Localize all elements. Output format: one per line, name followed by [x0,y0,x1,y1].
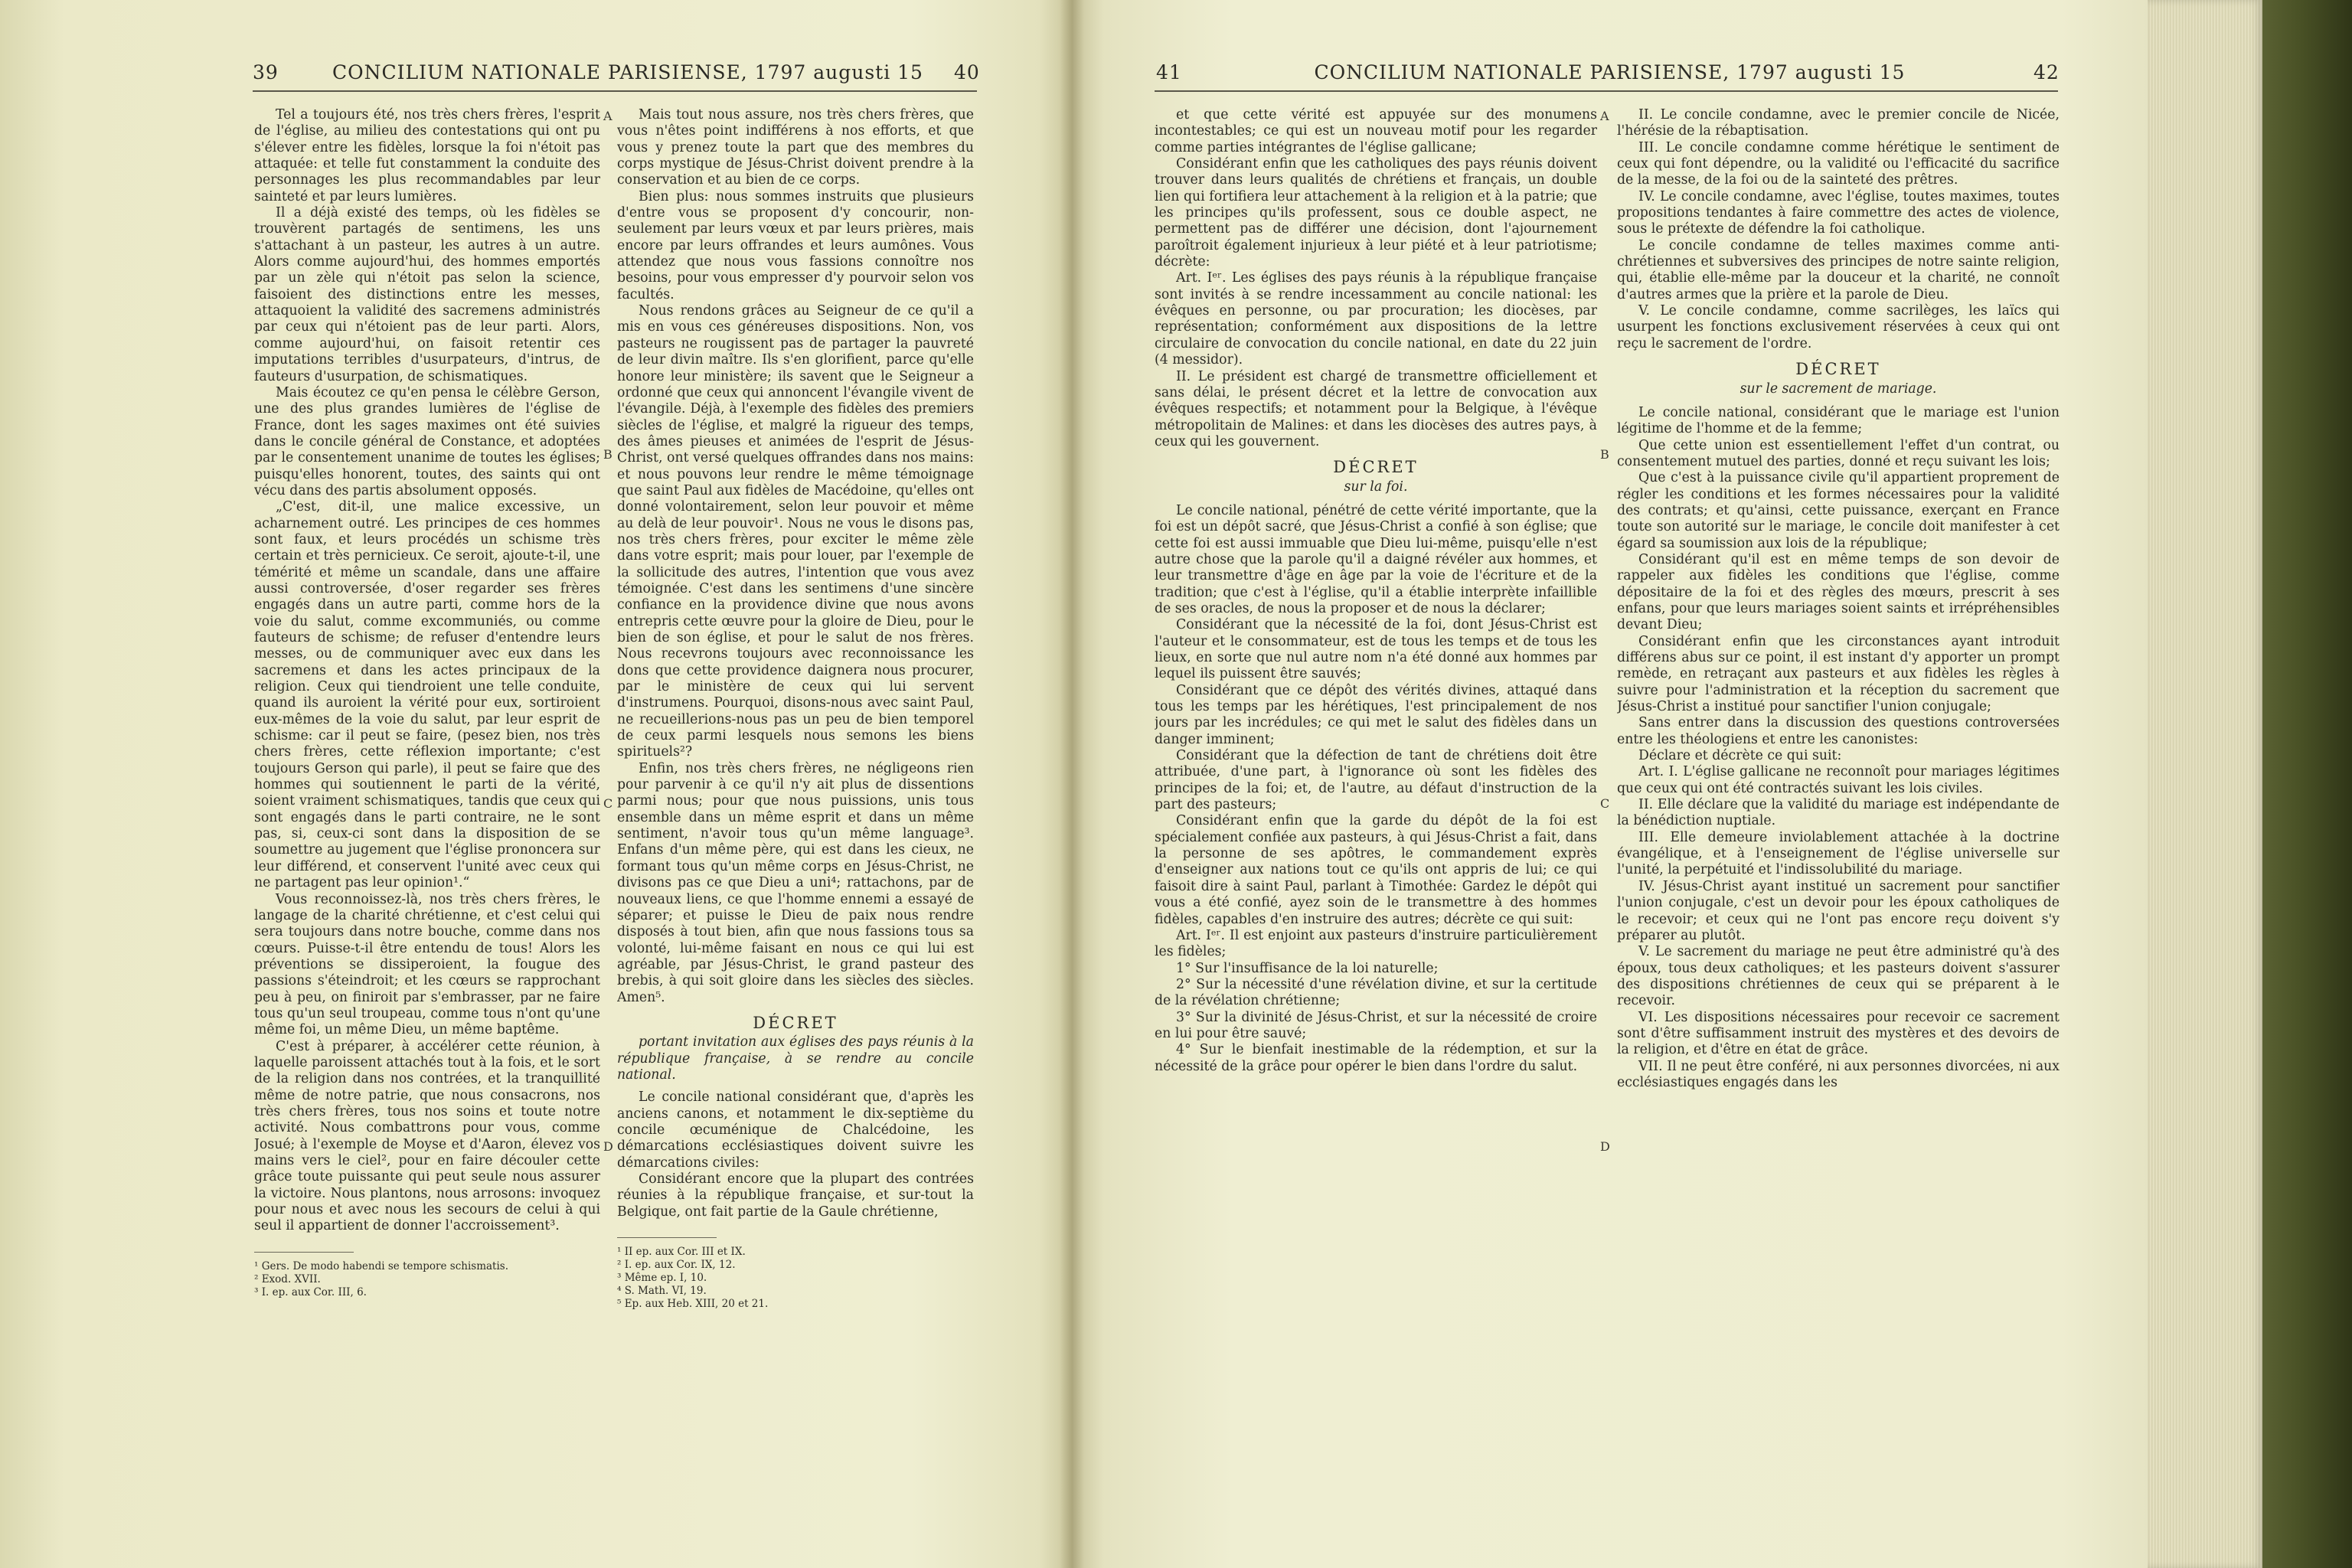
paragraph: III. Le concile condamne comme hérétique le sentiment de ceux qui font dépendre, ou la validité ou l'efficacité du sacrifice de la messe, de la foi ou de la sainteté des prêtres. [1617,139,2060,188]
paragraph: Mais écoutez ce qu'en pensa le célèbre Gerson, une des plus grandes lumières de l'église de France, dont les sages maximes ont été suivies dans le concile général de Constance, et adoptées par le consentement unanime de toutes les églises; puisqu'elles honorent, toutes, des saints qui ont vécu dans des partis absolument opposés. [254,384,600,498]
decree-heading: DÉCRET [1333,458,1419,477]
page-edges [2148,0,2262,1568]
paragraph: V. Le concile condamne, comme sacrilèges, les laïcs qui usurpent les fonctions exclusivement réservées à ceux qui ont reçu le sacrement de l'ordre. [1617,303,2060,351]
page-number-42: 42 [2034,61,2060,83]
decree-subtitle: sur la foi. [1344,479,1408,495]
paragraph: Il a déjà existé des temps, où les fidèles se trouvèrent partagés de sentimens, les uns s'attachant à un pasteur, les autres à un autre. Alors comme aujourd'hui, des hommes emportés par un zèle qui n'étoit pas selon la science, faisoient des distinctions entre les messes, attaquoient la validité des sacremens administrés par ceux qui n'étoient pas de leur parti. Alors, comme aujourd'hui, on faisoit retentir ces imputations terribles d'usurpateurs, d'intrus, de fauteurs d'usurpation, de schismatiques. [254,205,600,384]
left-page-header [0,61,1072,87]
paragraph: Le concile national, pénétré de cette vérité importante, que la foi est un dépôt sacré, que Jésus-Christ a confié à son église; que cette foi est aussi immuable que Dieu lui-même, puisqu'elle n'est autre chose que la parole qu'il a daigné révéler aux hommes, et leur transmettre d'âge en âge par la voie de l'écriture et de la tradition; que c'est à l'église, qu'il a établie interprète infaillible de ses oracles, de nous la proposer et de nous la déclarer; [1155,502,1597,616]
paragraph: „C'est, dit-il, une malice excessive, un acharnement outré. Les principes de ces hommes sont faux, et leurs procédés un schisme très certain et très pernicieux. Ce seroit, ajoute-t-il, une témérité et même un scandale, dans une affaire aussi controversée, d'oser regarder ses frères engagés dans un autre parti, comme hors de la voie du salut, comme excommuniés, ou comme fauteurs de schisme; de refuser d'entendre leurs messes, ou de communiquer avec eux dans les sacremens et dans les actes principaux de la religion. Ceux qui tiendroient une telle conduite, quand ils auroient la vérité pour eux, sortiroient eux-mêmes de la voie du salut, par leur esprit de schisme: car il peut se faire, (pesez bien, nos très chers frères, cette réflexion importante; c'est toujours Gerson qui parle), il peut se faire que des hommes qui soutiennent le parti de la vérité, soient vraiment schismatiques, tandis que ceux qui sont engagés dans le parti contraire, ne le sont pas, si, ceux-ci sont dans la disposition de se soumettre au jugement que l'église prononcera sur leur différend, et conservent l'unité avec ceux qui ne partagent pas leur opinion¹.“ [254,499,600,891]
footnotes [617,1237,769,1311]
paragraph: Vous reconnoissez-là, nos très chers frères, le langage de la charité chrétienne, et c'est celui qui sera toujours dans notre bouche, comme dans nos cœurs. Puisse-t-il être entendu de tous! Alors les préventions se dissiperoient, la fougue des passions s'éteindroit; et les cœurs se rapprochant peu à peu, on finiroit par s'embrasser, par ne faire tous qu'un seul troupeau, comme tous n'ont qu'une même foi, un même Dieu, un même baptême. [254,891,600,1038]
page-number-41: 41 [1156,61,1182,83]
paragraph: Considérant que la défection de tant de chrétiens doit être attribuée, d'une part, à l'ignorance où sont les fidèles des principes de la foi; et, de l'autre, au défaut d'instruction de la part des pasteurs; [1155,748,1597,813]
decree-heading: DÉCRET [753,1013,838,1032]
paragraph: II. Le président est chargé de transmettre officiellement et sans délai, le présent décret et la lettre de convocation aux évêques respectifs; et notamment pour la Belgique, à l'évêque métropolitain de Malines: et dans les diocèses des autres pays, à ceux qui les gouvernent. [1155,368,1597,449]
paragraph: Considérant qu'il est en même temps de son devoir de rappeler aux fidèles les conditions que l'église, comme dépositaire de la foi et des règles des mœurs, prescrit à ses enfans, pour que leurs mariages soient saints et irrépréhensibles devant Dieu; [1617,551,2060,633]
running-title: CONCILIUM NATIONALE PARISIENSE, 1797 augusti 15 [1314,61,1906,83]
paragraph: Tel a toujours été, nos très chers frères, l'esprit de l'église, au milieu des contestations qui ont pu s'élever entre les fidèles, lorsque la foi n'étoit pas attaquée: et telle fut constamment la conduite des personnages les plus recommandables par leur sainteté et par leurs lumières. [254,107,600,204]
book-cover-edge [2262,0,2352,1568]
paragraph: C'est à préparer, à accélérer cette réunion, à laquelle paroissent attachés tout à la fois, et le sort de la religion dans nos contrées, et la tranquillité même de notre patrie, que nous consacrons, nos très chers frères, tous nos soins et toute notre activité. Nous combattrons pour vous, comme Josué; à l'exemple de Moyse et d'Aaron, élevez vos mains vers le ciel², pour en faire découler cette grâce toute puissante qui peut seule nous assurer la victoire. Nous plantons, nous arrosons: invoquez pour nous et avec nous les secours de celui à qui seul il appartient de donner l'accroissement³. [254,1038,600,1234]
margin-letter-d: D [1600,1139,1610,1154]
footnote: ⁵ Ep. aux Heb. XIII, 20 et 21. [617,1298,769,1311]
header-rule [253,90,977,92]
running-title: CONCILIUM NATIONALE PARISIENSE, 1797 augusti 15 [332,61,923,83]
footnote: ¹ Gers. De modo habendi se tempore schismatis. [254,1259,509,1272]
paragraph: II. Elle déclare que la validité du mariage est indépendante de la bénédiction nuptiale. [1617,797,2060,829]
margin-letter-a: A [603,109,612,123]
paragraph: Que c'est à la puissance civile qu'il appartient proprement de régler les conditions et les formes nécessaires pour la validité des contrats; et qu'ainsi, cette puissance, exerçant en France toute son autorité sur le mariage, le concile doit manifester à cet égard sa soumission aux lois de la république; [1617,470,2060,551]
paragraph: Bien plus: nous sommes instruits que plusieurs d'entre vous se proposent d'y concourir, non-seulement par leurs vœux et par leurs prières, mais encore par leurs offrandes et leurs aumônes. Vous attendez que nous vous fassions connoître nos besoins, pour vous empresser d'y pourvoir selon vos facultés. [617,188,974,302]
paragraph: VII. Il ne peut être conféré, ni aux personnes divorcées, ni aux ecclésiastiques engagés dans les [1617,1058,2060,1090]
footnote: ² Exod. XVII. [254,1272,321,1285]
paragraph: Le concile condamne de telles maximes comme anti-chrétiennes et subversives des principes de notre sainte religion, qui, établie elle-même par la douceur et la charité, ne connoît d'autres armes que la prière et la parole de Dieu. [1617,237,2060,302]
footnote: ³ I. ep. aux Cor. III, 6. [254,1285,367,1298]
margin-letter-c: C [1600,796,1610,811]
decree-subtitle: sur le sacrement de mariage. [1740,381,1937,397]
paragraph: Le concile national, considérant que le mariage est l'union légitime de l'homme et de la femme; [1617,404,2060,437]
decree-heading: DÉCRET [1795,360,1881,379]
left-column-2 [617,107,974,1501]
paragraph: VI. Les dispositions nécessaires pour recevoir ce sacrement sont d'être suffisamment instruit des mystères et des devoirs de la religion, et d'être en état de grâce. [1617,1009,2060,1058]
margin-letter-c: C [603,796,613,811]
paragraph: Considérant que la nécessité de la foi, dont Jésus-Christ est l'auteur et le consommateur, est de tous les temps et de tous les lieux, en sorte que nul autre nom n'a été donné aux hommes par lequel ils puissent être sauvés; [1155,617,1597,682]
paragraph: 4° Sur le bienfait inestimable de la rédemption, et sur la nécessité de la grâce pour opérer le bien dans l'ordre du salut. [1155,1042,1597,1074]
paragraph: 2° Sur la nécessité d'une révélation divine, et sur la certitude de la révélation chrétienne; [1155,976,1597,1009]
paragraph: III. Elle demeure inviolablement attachée à la doctrine évangélique, et à l'enseignement de l'église universelle sur l'unité, la perpétuité et l'indissolubilité du mariage. [1617,829,2060,878]
margin-letter-a: A [1600,109,1609,123]
book-gutter [1060,0,1084,1568]
right-column-2 [1617,107,2060,1501]
page-number-39: 39 [253,61,279,83]
right-page [1072,0,2148,1568]
paragraph: Sans entrer dans la discussion des questions controversées entre les théologiens et entre les canonistes: [1617,715,2060,747]
paragraph: 3° Sur la divinité de Jésus-Christ, et sur la nécessité de croire en lui pour être sauvé; [1155,1009,1597,1041]
footnotes [254,1252,509,1299]
right-column-1 [1155,107,1597,1501]
paragraph: Que cette union est essentiellement l'effet d'un contrat, ou consentement mutuel des parties, donné et reçu suivant les lois; [1617,437,2060,469]
margin-letter-d: D [603,1139,613,1154]
paragraph: Considérant encore que la plupart des contrées réunies à la république française, et sur-tout la Belgique, ont fait partie de la Gaule chrétienne, [617,1171,974,1220]
paragraph: Considérant que ce dépôt des vérités divines, attaqué dans tous les temps par les hérétiques, l'est principalement de nos jours par les incrédules; ce qui met le salut des fidèles dans un danger imminent; [1155,682,1597,747]
footnote: ² I. ep. aux Cor. IX, 12. [617,1259,736,1272]
page-number-40: 40 [954,61,980,83]
header-rule [1155,90,2058,92]
paragraph: Enfin, nos très chers frères, ne négligeons rien pour parvenir à ce qu'il n'y ait plus de dissentions parmi nous; pour que nous puissions, unis tous ensemble dans un même esprit et dans un même sentiment, n'avoir tous qu'un même language³. Enfans d'un même père, qui est dans les cieux, ne formant tous qu'un même corps en Jésus-Christ, ne divisons pas ce que Dieu a uni⁴; rattachons, par de nouveaux liens, ce que l'homme ennemi a essayé de séparer; et puisse le Dieu de paix nous rendre disposés à tout bien, afin que nous fassions tous sa volonté, lui-même faisant en nous ce qui lui est agréable, par Jésus-Christ, le grand pasteur des brebis, à qui soit gloire dans les siècles des siècles. Amen⁵. [617,760,974,1005]
paragraph: 1° Sur l'insuffisance de la loi naturelle; [1176,960,1439,976]
left-page [0,0,1072,1568]
paragraph: V. Le sacrement du mariage ne peut être administré qu'à des époux, tous deux catholiques; et les pasteurs doivent s'assurer des dispositions chrétiennes de ceux qui se préparent à le recevoir. [1617,944,2060,1009]
right-page-header [1072,61,2148,87]
footnote: ³ Même ep. I, 10. [617,1272,707,1285]
paragraph: Art. Iᵉʳ. Il est enjoint aux pasteurs d'instruire particulièrement les fidèles; [1155,927,1597,960]
footnote: ⁴ S. Math. VI, 19. [617,1285,707,1298]
margin-letter-b: B [1600,447,1609,462]
paragraph: Considérant enfin que la garde du dépôt de la foi est spécialement confiée aux pasteurs, à qui Jésus-Christ a fait, dans la personne de ses apôtres, le commandement exprès d'enseigner aux nations tout ce qu'ils ont appris de lui; ce qui faisoit dire à saint Paul, parlant à Timothée: Gardez le dépôt qui vous a été confié, ayez soin de le transmettre à des hommes fidèles, capables d'en instruire des autres; décrète ce qui suit: [1155,813,1597,927]
paragraph: Mais tout nous assure, nos très chers frères, que vous n'êtes point indifférens à nos efforts, et que vous y prenez toute la part que des membres du corps mystique de Jésus-Christ doivent prendre à la conservation et au bien de ce corps. [617,107,974,188]
paragraph: et que cette vérité est appuyée sur des monumens incontestables; ce qui est un nouveau motif pour les regarder comme parties intégrantes de l'église gallicane; [1155,107,1597,155]
paragraph: Art. I. L'église gallicane ne reconnoît pour mariages légitimes que ceux qui ont été contractés suivant les lois civiles. [1617,764,2060,796]
paragraph: Nous rendons grâces au Seigneur de ce qu'il a mis en vous ces généreuses dispositions. Non, vos pasteurs ne rougissent pas de partager la pauvreté de leur divin maître. Ils s'en glorifient, parce qu'elle honore leur ministère; ils savent que le Seigneur a ordonné que ceux qui annoncent l'évangile vivent de l'évangile. Déjà, à l'exemple des fidèles des premiers siècles de l'église, et malgré la rigueur des temps, des âmes pieuses et animées de l'esprit de Jésus-Christ, ont versé quelques offrandes dans nos mains: et nous pouvons leur rendre le même témoignage que saint Paul aux fidèles de Macédoine, qu'elles ont donné volontairement, selon leur pouvoir et même au delà de leur pouvoir¹. Nous ne vous le disons pas, nos très chers frères, pour exciter le même zèle dans votre esprit; mais pour louer, par l'exemple de la sollicitude des autres, l'intention que vous avez témoignée. C'est dans les sentimens d'une sincère confiance en la providence divine que nous avons entrepris cette œuvre pour la gloire de Dieu, pour le bien de son église, et pour le salut de nos frères. Nous recevrons toujours avec reconnoissance les dons que cette providence daignera nous procurer, par le ministère de ceux qui lui servent d'instrumens. Pourquoi, disons-nous avec saint Paul, ne recueillerions-nous pas un peu de bien temporel de ceux parmi lesquels nous semons les biens spirituels²? [617,303,974,760]
paragraph: Le concile national considérant que, d'après les anciens canons, et notamment le dix-septième du concile œcuménique de Chalcédoine, les démarcations ecclésiastiques doivent suivre les démarcations civiles: [617,1089,974,1171]
paragraph: IV. Jésus-Christ ayant institué un sacrement pour sanctifier l'union conjugale, c'est un devoir pour les époux catholiques de le recevoir; et ceux qui ne l'ont pas encore reçu doivent s'y préparer au plutôt. [1617,878,2060,943]
left-column-1 [254,107,600,1501]
paragraph: Art. Iᵉʳ. Les églises des pays réunis à la république française sont invités à se rendre incessamment au concile national: les évêques en personne, ou par procuration; les diocèses, par représentation; conformément aux dispositions de la lettre circulaire de convocation du concile national, en date du 22 juin (4 messidor). [1155,270,1597,368]
paragraph: IV. Le concile condamne, avec l'église, toutes maximes, toutes propositions tendantes à faire commettre des actes de violence, sous le prétexte de défendre la foi catholique. [1617,188,2060,237]
paragraph: Considérant enfin que les catholiques des pays réunis doivent trouver dans leurs qualités de chrétiens et français, un double lien qui fortifiera leur attachement à la religion et à la patrie; que les principes qu'ils professent, sous ce double aspect, ne permettent pas de différer une décision, dont l'ajournement paroîtroit également injurieux à leur piété et à leur patriotisme; décrète: [1155,156,1597,270]
margin-letter-b: B [603,447,612,462]
paragraph: Déclare et décrète ce qui suit: [1638,748,1842,764]
paragraph: Considérant enfin que les circonstances ayant introduit différens abus sur ce point, il est instant d'y apporter un prompt remède, en retraçant aux pasteurs et aux fidèles les règles à suivre pour l'administration et la réception du sacrement que Jésus-Christ a institué pour sanctifier l'union conjugale; [1617,633,2060,715]
footnote: ¹ II ep. aux Cor. III et IX. [617,1246,746,1259]
decree-intro: portant invitation aux églises des pays réunis à la république française, à se rendre au concile national. [617,1034,974,1083]
paragraph: II. Le concile condamne, avec le premier concile de Nicée, l'hérésie de la rébaptisation. [1617,107,2060,139]
